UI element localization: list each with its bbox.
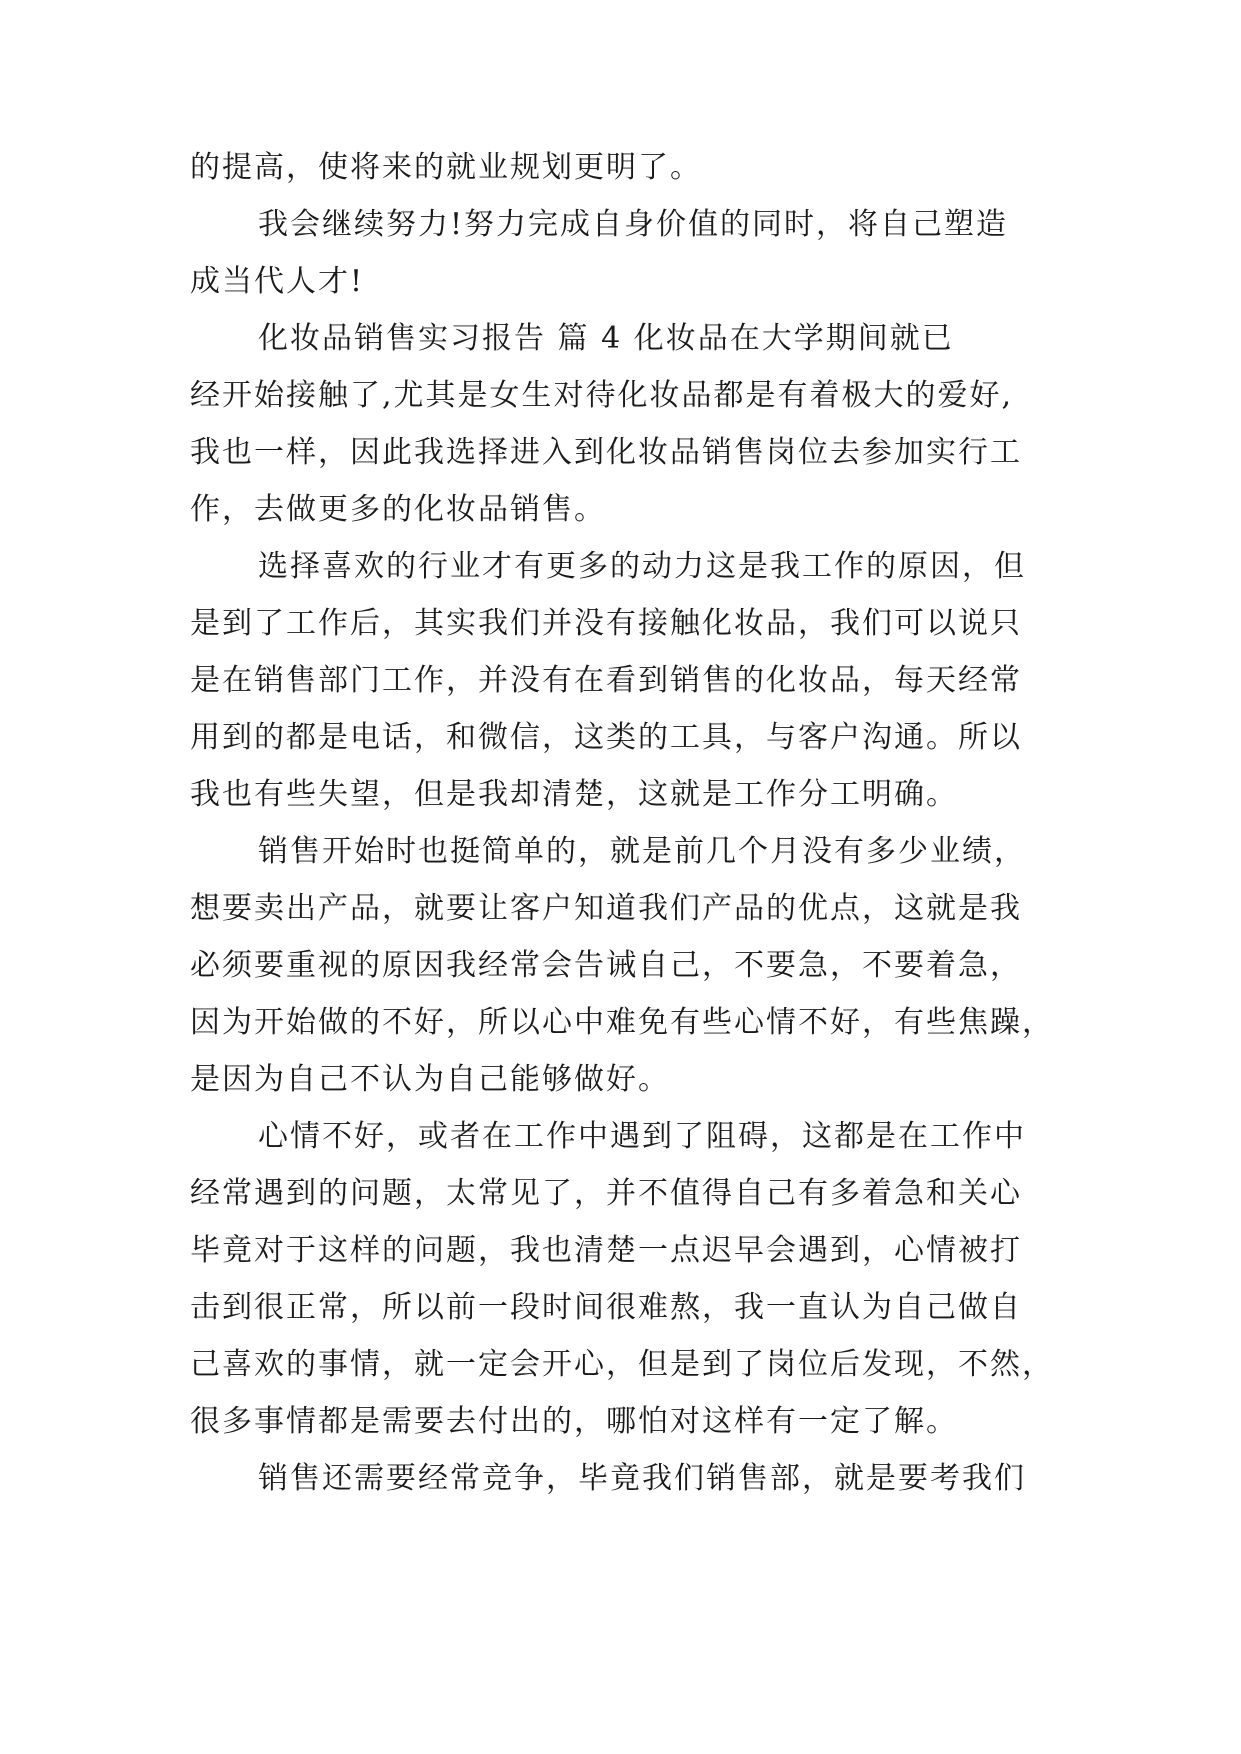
text-line: 必须要重视的原因我经常会告诫自己，不要急，不要着急， [190,948,1022,983]
paragraph-start-line: 销售开始时也挺简单的，就是前几个月没有多少业绩， [258,834,1026,869]
text-line: 想要卖出产品，就要让客户知道我们产品的优点，这就是我 [190,891,1022,926]
text-line: 我也有些失望，但是我却清楚，这就是工作分工明确。 [190,777,958,812]
text-line: 是到了工作后，其实我们并没有接触化妆品，我们可以说只 [190,606,1022,641]
paragraph-start-line: 心情不好，或者在工作中遇到了阻碍，这都是在工作中 [258,1119,1026,1154]
paragraph-start-line: 销售还需要经常竞争，毕竟我们销售部，就是要考我们 [258,1461,1026,1496]
text-line: 是在销售部门工作，并没有在看到销售的化妆品，每天经常 [190,663,1022,698]
text-line: 经常遇到的问题，太常见了，并不值得自己有多着急和关心 [190,1176,1022,1211]
text-line: 成当代人才! [190,264,365,299]
text-line: 我也一样，因此我选择进入到化妆品销售岗位去参加实行工 [190,435,1022,470]
paragraph-start-line: 我会继续努力!努力完成自身价值的同时，将自己塑造 [258,207,1009,242]
section-heading-line: 化妆品销售实习报告 篇 4 化妆品在大学期间就已 [258,321,954,356]
text-line: 经开始接触了,尤其是女生对待化妆品都是有着极大的爱好, [190,378,1014,413]
text-line: 己喜欢的事情，就一定会开心，但是到了岗位后发现，不然， [190,1347,1054,1382]
text-line: 作，去做更多的化妆品销售。 [190,492,606,527]
text-line: 的提高，使将来的就业规划更明了。 [190,150,702,185]
paragraph-start-line: 选择喜欢的行业才有更多的动力这是我工作的原因，但 [258,549,1026,584]
text-line: 因为开始做的不好，所以心中难免有些心情不好，有些焦躁， [190,1005,1054,1040]
text-line: 用到的都是电话，和微信，这类的工具，与客户沟通。所以 [190,720,1022,755]
text-line: 很多事情都是需要去付出的，哪怕对这样有一定了解。 [190,1404,958,1439]
text-line: 毕竟对于这样的问题，我也清楚一点迟早会遇到，心情被打 [190,1233,1022,1268]
text-line: 是因为自己不认为自己能够做好。 [190,1062,670,1097]
text-line: 击到很正常，所以前一段时间很难熬，我一直认为自己做自 [190,1290,1022,1325]
